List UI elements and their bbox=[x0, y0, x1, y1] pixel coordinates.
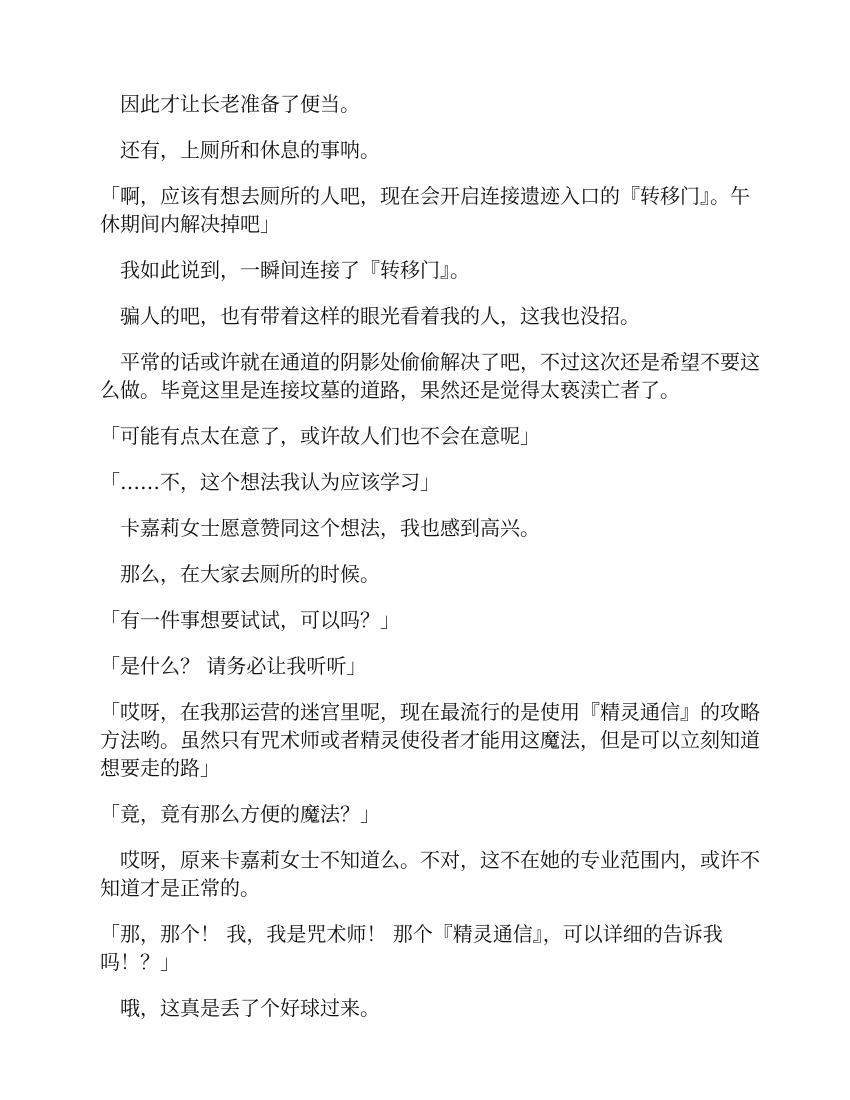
paragraph: 「那，那个！ 我，我是咒术师！ 那个『精灵通信』，可以详细的告诉我吗！？」 bbox=[100, 922, 723, 974]
paragraph: 卡嘉莉女士愿意赞同这个想法，我也感到高兴。 bbox=[100, 516, 540, 540]
paragraph: 哎呀，原来卡嘉莉女士不知道么。不对，这不在她的专业范围内，或许不知道才是正常的。 bbox=[100, 848, 760, 900]
paragraph: 因此才让长老准备了便当。 bbox=[100, 92, 360, 116]
paragraph: 「有一件事想要试试，可以吗？」 bbox=[100, 608, 400, 632]
paragraph: 还有，上厕所和休息的事呐。 bbox=[100, 138, 380, 162]
paragraph: 那么，在大家去厕所的时候。 bbox=[100, 562, 380, 586]
paragraph: 「是什么？ 请务必让我听听」 bbox=[100, 654, 367, 678]
paragraph: 骗人的吧，也有带着这样的眼光看着我的人，这我也没招。 bbox=[100, 304, 640, 328]
paragraph: 我如此说到，一瞬间连接了『转移门』。 bbox=[100, 258, 470, 282]
paragraph: 「……不，这个想法我认为应该学习」 bbox=[100, 470, 440, 494]
document-page bbox=[100, 90, 760, 1040]
paragraph: 「竟，竟有那么方便的魔法？」 bbox=[100, 802, 380, 826]
paragraph: 平常的话或许就在通道的阴影处偷偷解决了吧，不过这次还是希望不要这么做。毕竟这里是连接坟墓的道路，果然还是觉得太亵渎亡者了。 bbox=[100, 350, 760, 402]
paragraph: 「哎呀，在我那运营的迷宫里呢，现在最流行的是使用『精灵通信』的攻略方法哟。虽然只有咒术师或者精灵使役者才能用这魔法，但是可以立刻知道想要走的路」 bbox=[100, 700, 760, 780]
paragraph: 「啊，应该有想去厕所的人吧，现在会开启连接遗迹入口的『转移门』。午休期间内解决掉吧」 bbox=[100, 184, 750, 236]
paragraph: 「可能有点太在意了，或许故人们也不会在意呢」 bbox=[100, 424, 540, 448]
paragraph: 哦，这真是丢了个好球过来。 bbox=[100, 996, 380, 1020]
